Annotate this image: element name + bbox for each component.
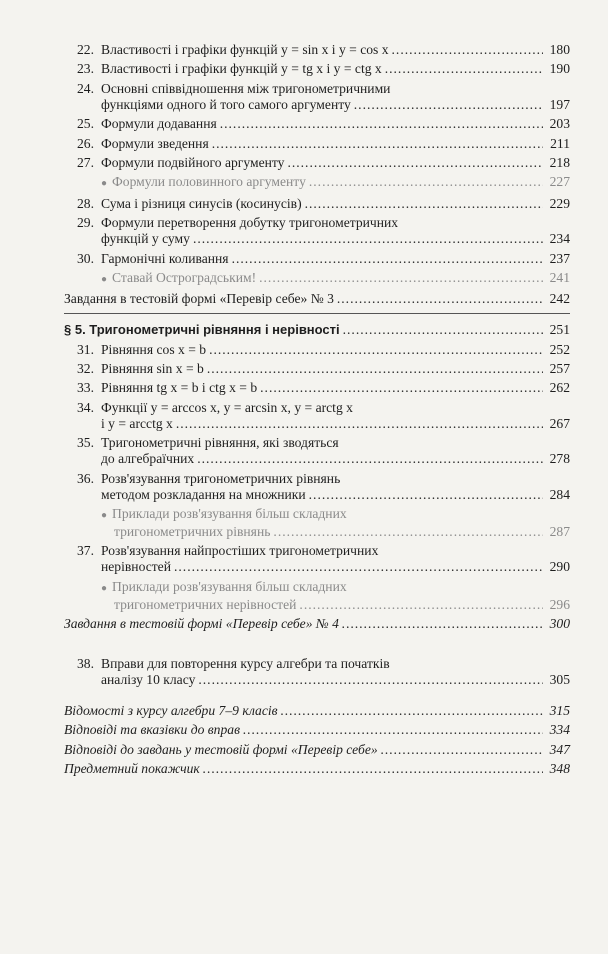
toc-entry-bullet-ostrogradsky[interactable] [64, 270, 570, 288]
leader-dots [342, 616, 543, 632]
leader-dots [273, 524, 543, 540]
toc-entry-bullet-complex-inequalities[interactable] [64, 579, 570, 613]
table-of-contents [64, 42, 570, 781]
page-number: 284 [549, 486, 570, 502]
entry-number: 30. [77, 250, 94, 266]
entry-title: Приклади розв'язування більш складних [112, 578, 347, 594]
entry-title: Властивості і графіки функцій y = tg x і y = ctg x [101, 61, 382, 77]
entry-title: Відповіді до завдань у тестовій формі «Перевір себе» [64, 741, 378, 757]
page-number: 227 [549, 174, 570, 190]
entry-title: Завдання в тестовій формі «Перевір себе» № 4 [64, 616, 339, 632]
entry-number: 36. [77, 470, 94, 486]
toc-entry-36[interactable] [64, 471, 570, 503]
leader-dots [343, 322, 543, 338]
page-number: 218 [549, 154, 570, 170]
entry-title: Сума і різниця синусів (косинусів) [101, 195, 302, 211]
entry-number: 34. [77, 399, 94, 415]
leader-dots [174, 559, 543, 575]
page-number: 251 [549, 322, 570, 338]
toc-entry-test-4[interactable] [64, 616, 570, 632]
leader-dots [381, 742, 543, 758]
page-number: 347 [549, 741, 570, 757]
leader-dots [260, 380, 543, 396]
page-number: 290 [549, 559, 570, 575]
entry-title: Основні співвідношення між тригонометричними [101, 80, 391, 96]
entry-title: Формули додавання [101, 116, 217, 132]
bullet-icon: ● [101, 178, 108, 190]
leader-dots [198, 672, 543, 688]
entry-title-continued: нерівностей [101, 559, 171, 575]
toc-entry-28[interactable] [64, 196, 570, 212]
toc-entry-24[interactable] [64, 81, 570, 113]
entry-title: Ставай Остроградським! [112, 269, 257, 285]
entry-number: 35. [77, 435, 94, 451]
page-number: 278 [549, 451, 570, 467]
entry-title-continued: до алгебраїчних [101, 451, 195, 467]
leader-dots [337, 291, 543, 307]
toc-entry-26[interactable] [64, 136, 570, 152]
entry-number: 23. [77, 61, 94, 77]
leader-dots [305, 196, 543, 212]
entry-title: Тригонометричні рівняння, які зводяться [101, 435, 339, 451]
entry-title: Розв'язування найпростіших тригонометричних [101, 543, 379, 559]
toc-entry-22[interactable] [64, 42, 570, 58]
entry-number: 33. [77, 380, 94, 396]
leader-dots [193, 231, 543, 247]
bullet-icon: ● [101, 510, 108, 522]
entry-title: Розв'язування тригонометричних рівнянь [101, 470, 341, 486]
leader-dots [212, 136, 543, 152]
entry-title: Предметний покажчик [64, 761, 200, 777]
toc-entry-30[interactable] [64, 251, 570, 267]
spacer [64, 691, 570, 703]
section-title: § 5. Тригонометричні рівняння і нерівності [64, 322, 340, 338]
toc-entry-bullet-half-angle[interactable] [64, 174, 570, 192]
toc-appendix-facts[interactable] [64, 703, 570, 719]
leader-dots [207, 361, 543, 377]
entry-title: Рівняння tg x = b і ctg x = b [101, 380, 258, 396]
entry-number: 31. [77, 341, 94, 357]
toc-entry-bullet-complex-equations[interactable] [64, 506, 570, 540]
toc-appendix-test-answers[interactable] [64, 742, 570, 758]
page-number: 180 [549, 42, 570, 57]
entry-title: Формули подвійного аргументу [101, 154, 285, 170]
entry-number: 38. [77, 655, 94, 671]
entry-title: Рівняння sin x = b [101, 361, 204, 377]
toc-entry-38[interactable] [64, 656, 570, 688]
leader-dots [392, 42, 543, 58]
entry-title: Гармонічні коливання [101, 250, 229, 266]
entry-title: Функції y = arccos x, y = arcsin x, y = arctg x [101, 399, 353, 415]
page-number: 348 [549, 761, 570, 777]
leader-dots [309, 487, 543, 503]
leader-dots [197, 451, 543, 467]
entry-number: 27. [77, 154, 94, 170]
toc-entry-27[interactable] [64, 155, 570, 171]
toc-entry-25[interactable] [64, 116, 570, 132]
bullet-icon: ● [101, 273, 108, 285]
page-number: 252 [549, 341, 570, 357]
page-number: 257 [549, 361, 570, 377]
entry-number: 22. [77, 42, 94, 57]
page-number: 305 [549, 671, 570, 687]
toc-section-5[interactable] [64, 322, 570, 338]
entry-title: Властивості і графіки функцій y = sin x і y = cos x [101, 42, 389, 57]
leader-dots [176, 416, 543, 432]
entry-title: Вправи для повторення курсу алгебри та початків [101, 655, 390, 671]
toc-entry-23[interactable] [64, 61, 570, 77]
entry-title: Завдання в тестовій формі «Перевір себе» № 3 [64, 291, 334, 307]
leader-dots [385, 61, 543, 77]
leader-dots [203, 761, 543, 777]
page-number: 300 [549, 616, 570, 632]
page-number: 315 [549, 702, 570, 718]
section-divider [64, 313, 570, 314]
page-number: 234 [549, 231, 570, 247]
entry-number: 29. [77, 215, 94, 231]
spacer [64, 636, 570, 656]
entry-title: Відповіді та вказівки до вправ [64, 722, 240, 738]
entry-title-continued: аналізу 10 класу [101, 671, 196, 687]
toc-entry-29[interactable] [64, 215, 570, 247]
entry-title-continued: функцій у суму [101, 231, 190, 247]
leader-dots [309, 174, 543, 190]
entry-title: Формули половинного аргументу [112, 174, 306, 190]
page-number: 241 [549, 269, 570, 285]
leader-dots [259, 270, 543, 286]
page-number: 229 [549, 195, 570, 211]
entry-title-continued: функціями одного й того самого аргументу [101, 96, 351, 112]
toc-appendix-answers[interactable] [64, 722, 570, 738]
entry-number: 37. [77, 543, 94, 559]
toc-entry-32[interactable] [64, 361, 570, 377]
page-number: 237 [549, 250, 570, 266]
leader-dots [232, 251, 543, 267]
toc-entry-33[interactable] [64, 380, 570, 396]
leader-dots [354, 97, 543, 113]
entry-number: 28. [77, 195, 94, 211]
bullet-icon: ● [101, 582, 108, 594]
toc-entry-31[interactable] [64, 342, 570, 358]
entry-number: 26. [77, 135, 94, 151]
leader-dots [287, 155, 543, 171]
entry-title: Формули перетворення добутку тригонометричних [101, 215, 399, 231]
entry-title-continued: і y = arcctg x [101, 415, 173, 431]
page-number: 267 [549, 415, 570, 431]
entry-title: Відомості з курсу алгебри 7–9 класів [64, 702, 278, 718]
page-number: 197 [549, 96, 570, 112]
page-number: 242 [549, 291, 570, 307]
page-number: 203 [549, 116, 570, 132]
page-number: 287 [549, 524, 570, 540]
page-number: 262 [549, 380, 570, 396]
entry-number: 32. [77, 361, 94, 377]
entry-number: 24. [77, 80, 94, 96]
entry-title-continued: методом розкладання на множники [101, 486, 306, 502]
toc-appendix-index[interactable] [64, 761, 570, 777]
entry-title: Рівняння cos x = b [101, 341, 207, 357]
leader-dots [299, 597, 543, 613]
page-number: 296 [549, 596, 570, 612]
entry-title-continued: тригонометричних нерівностей [114, 596, 297, 612]
leader-dots [243, 722, 543, 738]
entry-title: Формули зведення [101, 135, 209, 151]
toc-entry-34[interactable] [64, 400, 570, 432]
page-number: 334 [549, 722, 570, 738]
leader-dots [281, 703, 543, 719]
entry-number: 25. [77, 116, 94, 132]
leader-dots [209, 342, 543, 358]
toc-entry-37[interactable] [64, 543, 570, 575]
leader-dots [220, 116, 543, 132]
toc-entry-35[interactable] [64, 435, 570, 467]
entry-title-continued: тригонометричних рівнянь [114, 524, 271, 540]
toc-entry-test-3[interactable] [64, 291, 570, 307]
page-number: 211 [550, 135, 570, 151]
entry-title: Приклади розв'язування більш складних [112, 506, 347, 522]
page-number: 190 [549, 61, 570, 77]
